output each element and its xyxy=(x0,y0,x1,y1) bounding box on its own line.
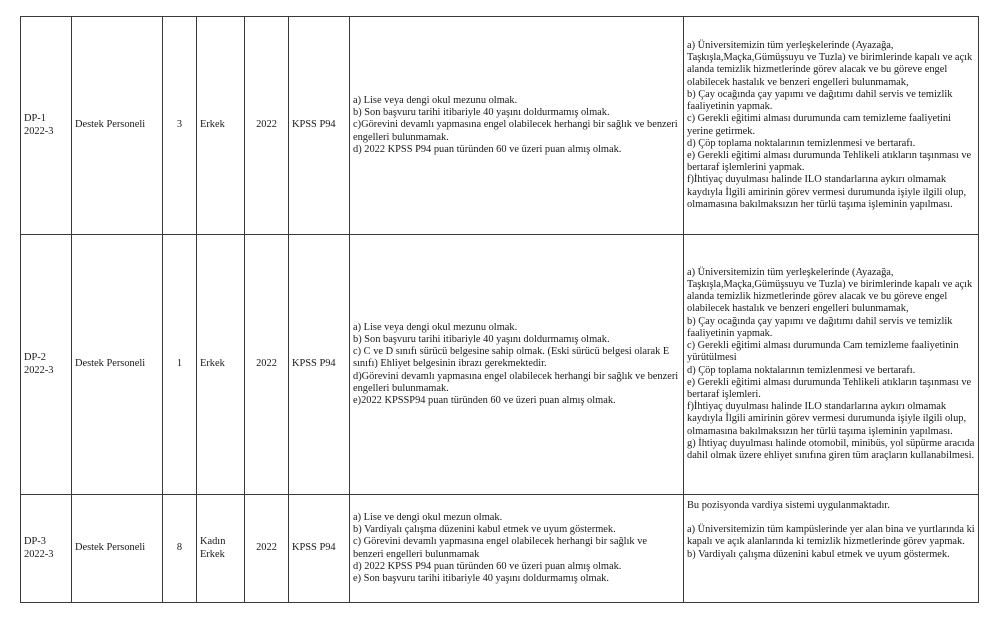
requirement-item: c) Görevini devamlı yapmasına engel olabilecek herhangi bir sağlık ve benzeri engelleri bulunmamak xyxy=(353,536,648,560)
requirement-item: d) 2022 KPSS P94 puan türünden 60 ve üzeri puan almış olmak. xyxy=(353,143,622,155)
exam-year: 2022 xyxy=(245,17,289,235)
requirements-cell xyxy=(350,495,684,603)
position-title: Destek Personeli xyxy=(72,495,163,603)
duty-item: f)İhtiyaç duyulması halinde ILO standarlarına aykırı olmamak kaydıyla İlgili amirinin görev vermesi durumunda işiyle ilgili olup, olmamasına bakılmaksızın her türlü taşıma işleminin yapılması. xyxy=(687,401,967,437)
requirement-item: b) Son başvuru tarihi itibariyle 40 yaşını doldurmamış olmak. xyxy=(353,107,610,119)
exam-type: KPSS P94 xyxy=(289,17,350,235)
requirement-item: b) Vardiyalı çalışma düzenini kabul etmek ve uyum göstermek. xyxy=(353,524,616,536)
duty-item: a) Üniversitemizin tüm kampüslerinde yer alan bina ve yurtlarında ki kapalı ve açık alanlarında ki temizlik hizmetlerinde görev yapmak. xyxy=(687,524,975,548)
requirement-item: e) Son başvuru tarihi itibariyle 40 yaşını doldurmamış olmak. xyxy=(353,572,609,584)
position-count: 3 xyxy=(163,17,197,235)
exam-year: 2022 xyxy=(245,495,289,603)
requirement-item: a) Lise veya dengi okul mezunu olmak. xyxy=(353,94,518,106)
position-code: DP-2 2022-3 xyxy=(21,235,72,495)
position-gender: Kadın Erkek xyxy=(197,495,245,603)
duty-item: g) İhtiyaç duyulması halinde otomobil, minibüs, yol süpürme aracıda dahil olmak üzere ehliyet sınıfına giren tüm araçların kullanabilmesi. xyxy=(687,437,975,461)
duty-item: d) Çöp toplama noktalarının temizlenmesi ve bertarafı. xyxy=(687,364,916,376)
table-row xyxy=(21,235,979,495)
requirement-item: b) Son başvuru tarihi itibariyle 40 yaşını doldurmamış olmak. xyxy=(353,333,610,345)
duties-cell xyxy=(684,235,979,495)
position-count: 1 xyxy=(163,235,197,495)
requirement-item: d) 2022 KPSS P94 puan türünden 60 ve üzeri puan almış olmak. xyxy=(353,560,622,572)
position-count: 8 xyxy=(163,495,197,603)
duties-cell xyxy=(684,17,979,235)
duty-item: b) Vardiyalı çalışma düzenini kabul etmek ve uyum göstermek. xyxy=(687,548,950,560)
duty-item: a) Üniversitemizin tüm yerleşkelerinde (Ayazağa, Taşkışla,Maçka,Gümüşsuyu ve Tuzla) ve birimlerinde kapalı ve açık alanda temizlik hizmetlerinde görev alacak ve bu göreve engel olabilecek hastalık ve benzeri engelleri bulunmamak, xyxy=(687,266,973,315)
duty-item: f)İhtiyaç duyulması halinde ILO standarlarına aykırı olmamak kaydıyla İlgili amirinin görev vermesi durumunda işiyle ilgili olup, olmamasına bakılmaksızın her türlü taşıma işleminin yapılması. xyxy=(687,174,967,210)
duty-item: e) Gerekli eğitimi alması durumunda Tehlikeli atıkların taşınması ve bertaraf işlemlerini yapmak. xyxy=(687,149,972,174)
requirement-item: c) C ve D sınıfı sürücü belgesine sahip olmak. (Eski sürücü belgesi olarak E sınıfı) Ehliyet belgesinin ibrazı gerekmektedir. xyxy=(353,346,670,370)
requirements-cell xyxy=(350,17,684,235)
exam-type: KPSS P94 xyxy=(289,235,350,495)
position-table xyxy=(20,16,979,603)
duties-cell xyxy=(684,495,979,603)
requirement-item: c)Görevini devamlı yapmasına engel olabilecek herhangi bir sağlık ve benzeri engelleri bulunmamak. xyxy=(353,119,678,143)
shift-notice: Bu pozisyonda vardiya sistemi uygulanmaktadır. xyxy=(687,500,890,511)
exam-type: KPSS P94 xyxy=(289,495,350,603)
requirement-item: a) Lise veya dengi okul mezunu olmak. xyxy=(353,321,518,333)
duty-item: a) Üniversitemizin tüm yerleşkelerinde (Ayazağa, Taşkışla,Maçka,Gümüşsuyu ve Tuzla) ve birimlerinde kapalı ve açık alanda temizlik hizmetlerinde görev alacak ve bu göreve engel olabilecek hastalık ve benzeri engelleri bulunmamak, xyxy=(687,40,973,88)
exam-year: 2022 xyxy=(245,235,289,495)
table-row xyxy=(21,17,979,235)
position-title: Destek Personeli xyxy=(72,17,163,235)
duty-item: b) Çay ocağında çay yapımı ve dağıtımı dahil servis ve temizlik faaliyetinin yapmak. xyxy=(687,88,953,113)
position-title: Destek Personeli xyxy=(72,235,163,495)
requirements-cell xyxy=(350,235,684,495)
duty-item: d) Çöp toplama noktalarının temizlenmesi ve bertarafı. xyxy=(687,137,916,149)
position-code: DP-3 2022-3 xyxy=(21,495,72,603)
position-code: DP-1 2022-3 xyxy=(21,17,72,235)
duty-item: c) Gerekli eğitimi alması durumunda cam temizleme faaliyetini yerine getirmek. xyxy=(687,113,951,137)
duty-item: b) Çay ocağında çay yapımı ve dağıtımı dahil servis ve temizlik faaliyetinin yapmak. xyxy=(687,315,953,339)
requirement-item: d)Görevini devamlı yapmasına engel olabilecek herhangi bir sağlık ve benzeri engelleri bulunmamak. xyxy=(353,370,679,394)
position-gender: Erkek xyxy=(197,235,245,495)
duty-item: e) Gerekli eğitimi alması durumunda Tehlikeli atıkların taşınması ve bertaraf işlemleri. xyxy=(687,376,972,400)
position-gender: Erkek xyxy=(197,17,245,235)
table-row xyxy=(21,495,979,603)
requirement-item: a) Lise ve dengi okul mezun olmak. xyxy=(353,511,503,523)
requirement-item: e)2022 KPSSP94 puan türünden 60 ve üzeri puan almış olmak. xyxy=(353,395,616,406)
duty-item: c) Gerekli eğitimi alması durumunda Cam temizleme faaliyetinin yürütülmesi xyxy=(687,340,959,364)
